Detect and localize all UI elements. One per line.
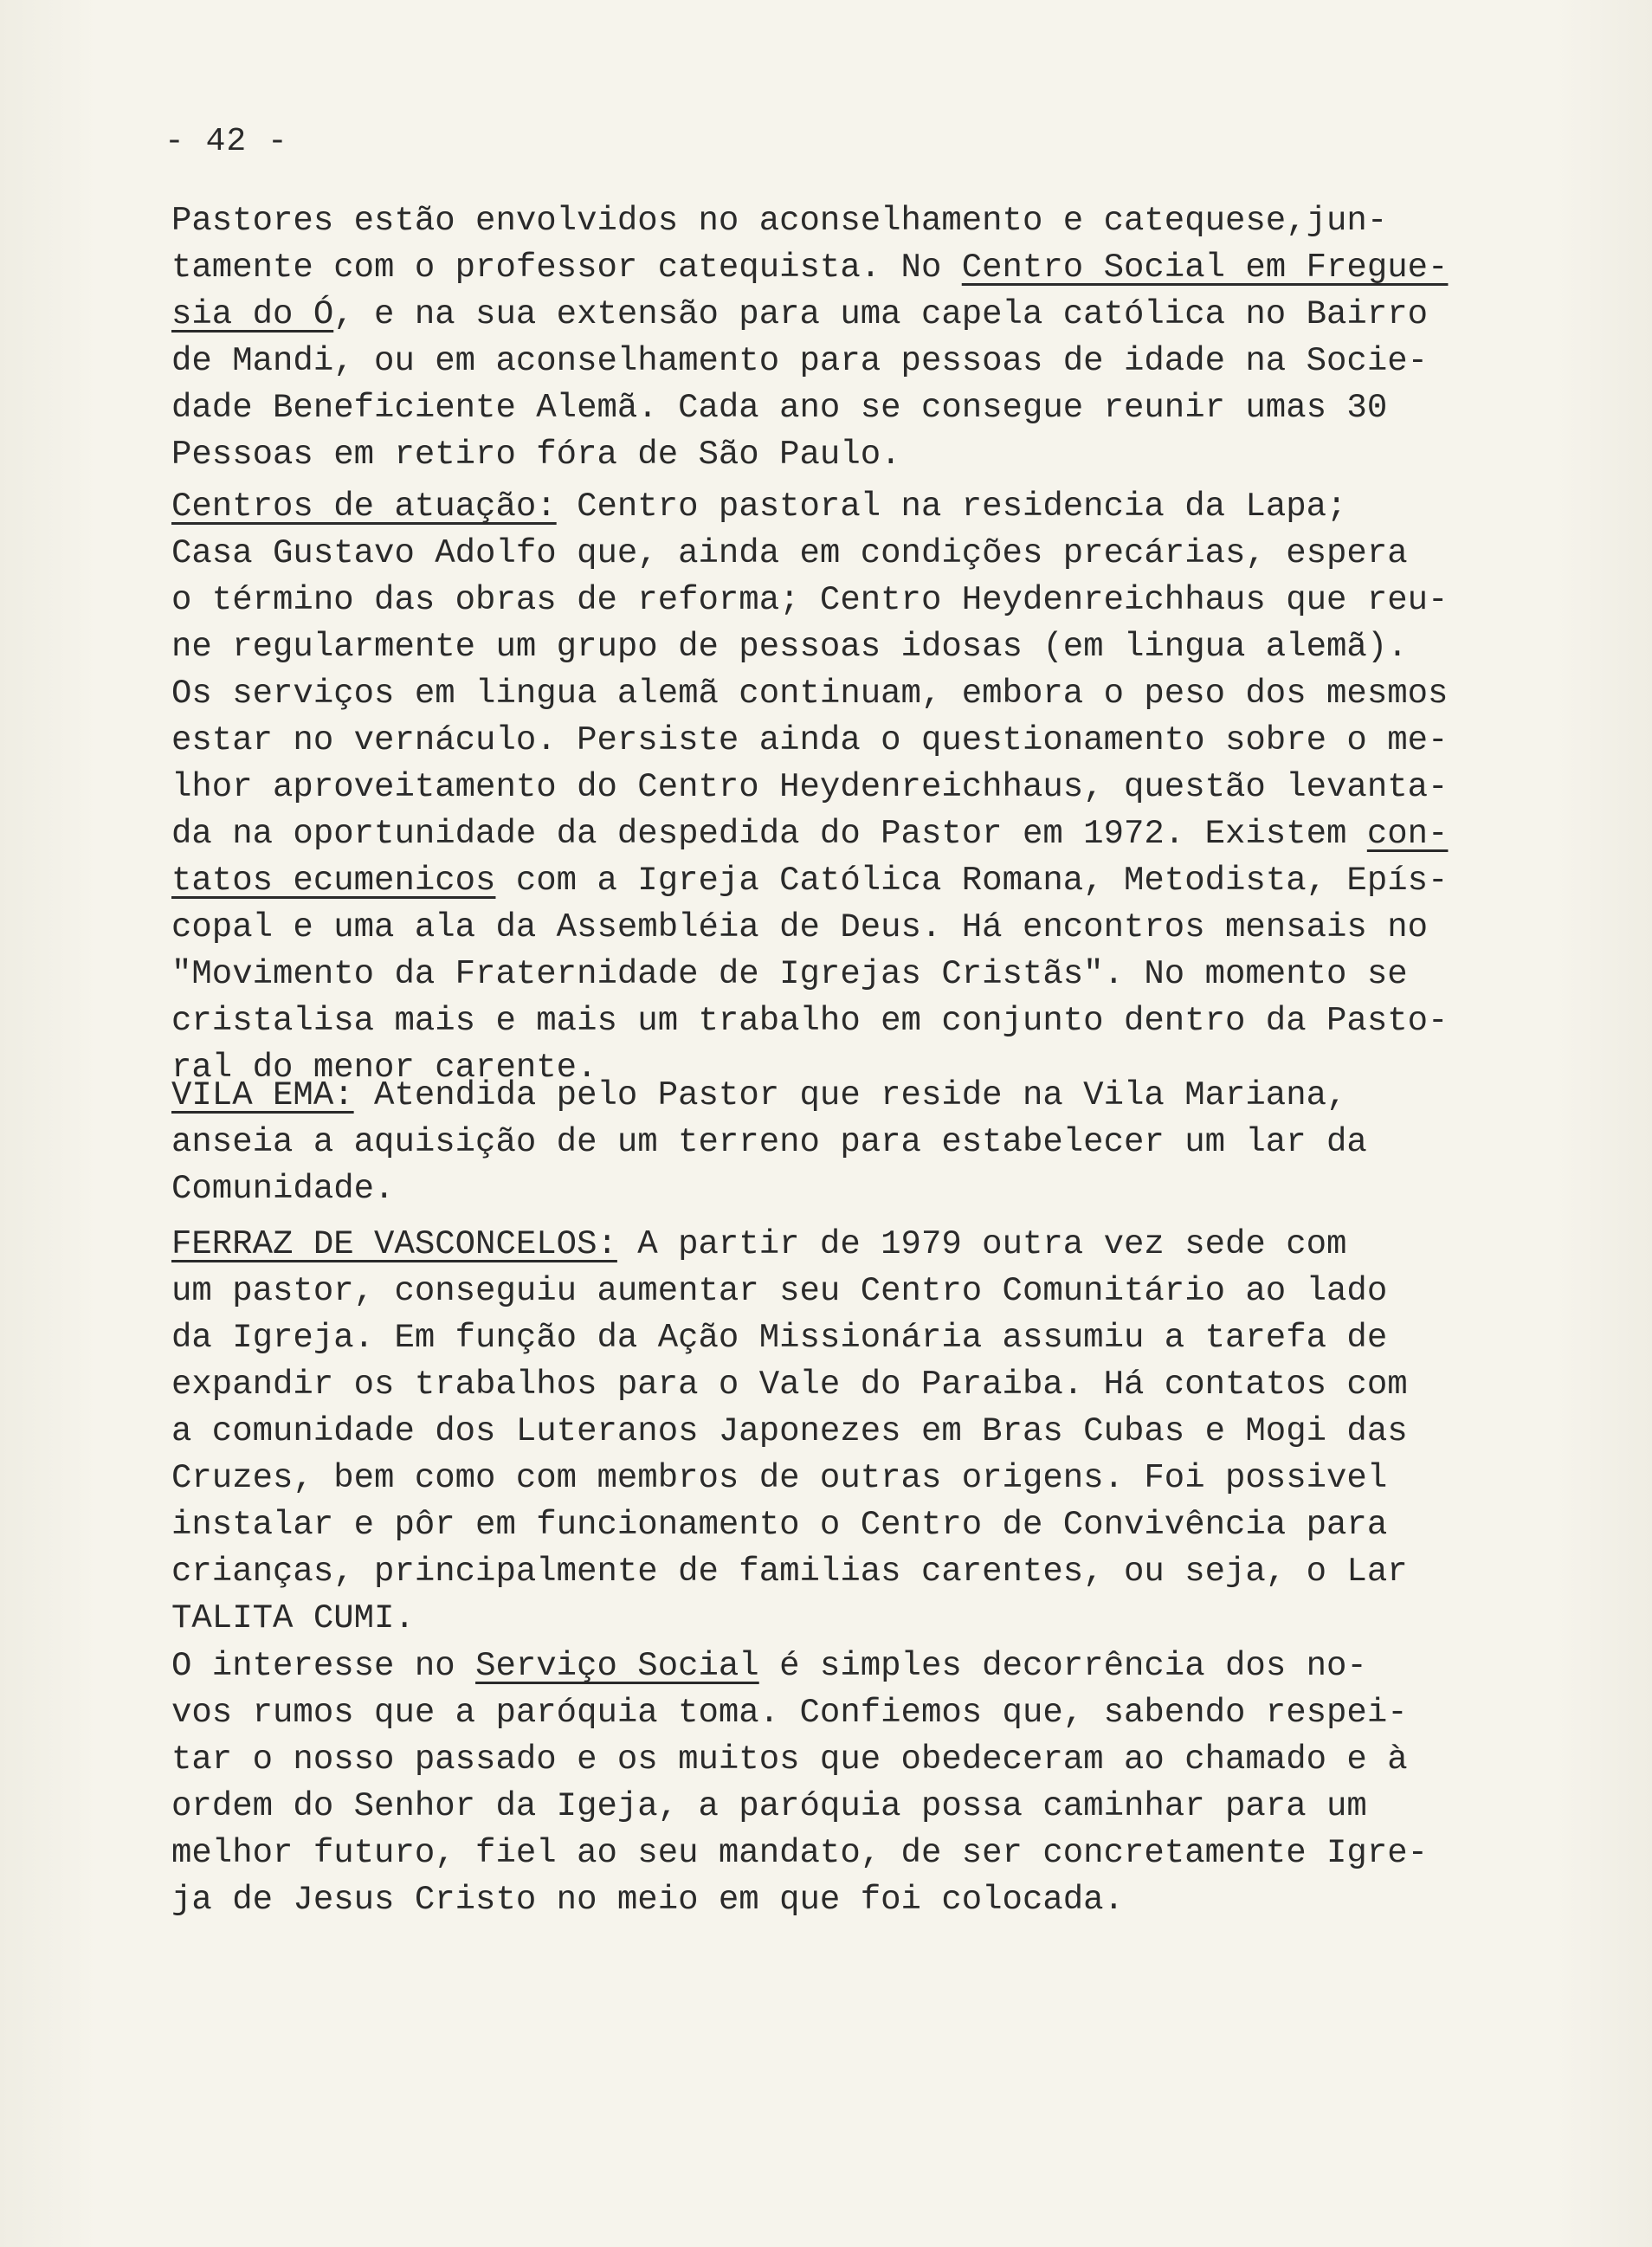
underlined-text: tatos ecumenicos [171,862,496,900]
underlined-text: sia do Ó [171,295,334,333]
text-run: da na oportunidade da despedida do Pastor em 1972. Existem [171,815,1367,853]
text-line [171,857,1557,904]
text-line [171,951,1557,998]
text-line [171,338,1557,384]
text-line [171,1408,1557,1455]
paragraph-3 [171,1072,1557,1212]
text-line [171,1314,1557,1361]
text-line [171,717,1557,764]
underlined-text: con- [1366,815,1449,853]
text-run: A partir de 1979 outra vez sede com [616,1225,1347,1263]
underlined-text: Centros de atuação: [171,487,557,526]
text-run: lhor aproveitamento do Centro Heydenreichhaus, questão levanta- [171,768,1449,806]
text-line [171,998,1557,1044]
text-line [171,904,1557,951]
text-run: vos rumos que a paróquia toma. Confiemos que, sabendo respei- [171,1694,1408,1732]
text-run: "Movimento da Fraternidade de Igrejas Cristãs". No momento se [171,955,1408,993]
text-run: ordem do Senhor da Igeja, a paróquia possa caminhar para um [171,1787,1367,1825]
text-line [171,1268,1557,1314]
text-line [171,1736,1557,1783]
text-line [171,1548,1557,1595]
text-run: de Mandi, ou em aconselhamento para pessoas de idade na Socie- [171,342,1429,380]
page-number: - 42 - [165,123,288,160]
text-line [171,1595,1557,1642]
underlined-text: Centro Social em Fregue- [961,249,1449,287]
text-run: ja de Jesus Cristo no meio em que foi colocada. [171,1881,1124,1919]
text-line [171,530,1557,577]
text-line [171,810,1557,857]
underlined-text: VILA EMA: [171,1076,354,1114]
text-line [171,384,1557,431]
text-run: ne regularmente um grupo de pessoas idosas (em lingua alemã). [171,628,1408,666]
text-run: o término das obras de reforma; Centro Heydenreichhaus que reu- [171,581,1449,619]
text-line [171,1643,1557,1689]
text-line [171,1455,1557,1501]
text-run: O interesse no [171,1647,476,1685]
text-run: crianças, principalmente de familias carentes, ou seja, o Lar [171,1553,1408,1591]
text-run: cristalisa mais e mais um trabalho em conjunto dentro da Pasto- [171,1002,1449,1040]
text-run: tamente com o professor catequista. No [171,249,962,287]
text-run: Centro pastoral na residencia da Lapa; [556,487,1347,526]
underlined-text: FERRAZ DE VASCONCELOS: [171,1225,617,1263]
text-line [171,577,1557,623]
text-line [171,431,1557,478]
text-run: melhor futuro, fiel ao seu mandato, de ser concretamente Igre- [171,1834,1429,1872]
paragraph-1 [171,197,1557,478]
text-line [171,197,1557,244]
text-run: dade Beneficiente Alemã. Cada ano se consegue reunir umas 30 [171,389,1388,427]
text-run: estar no vernáculo. Persiste ainda o questionamento sobre o me- [171,721,1449,759]
text-run: Comunidade. [171,1170,395,1208]
paragraph-5 [171,1643,1557,1923]
underlined-text: Serviço Social [475,1647,759,1685]
text-run: é simples decorrência dos no- [758,1647,1367,1685]
text-run: com a Igreja Católica Romana, Metodista, Epís- [495,862,1449,900]
text-line [171,1165,1557,1212]
text-run: Cruzes, bem como com membros de outras origens. Foi possivel [171,1459,1388,1497]
text-run: Pessoas em retiro fóra de São Paulo. [171,436,901,474]
text-line [171,623,1557,670]
text-run: anseia a aquisição de um terreno para estabelecer um lar da [171,1123,1367,1161]
text-run: TALITA CUMI. [171,1599,415,1637]
text-line [171,1501,1557,1548]
text-line [171,1689,1557,1736]
text-run: tar o nosso passado e os muitos que obedeceram ao chamado e à [171,1740,1408,1779]
text-line [171,670,1557,717]
text-run: Os serviços em lingua alemã continuam, embora o peso dos mesmos [171,675,1449,713]
text-line [171,1119,1557,1165]
text-line [171,291,1557,338]
paragraph-4 [171,1221,1557,1642]
text-run: expandir os trabalhos para o Vale do Paraiba. Há contatos com [171,1366,1408,1404]
text-line [171,1072,1557,1119]
text-run: , e na sua extensão para uma capela católica no Bairro [333,295,1429,333]
text-line [171,1830,1557,1876]
text-run: da Igreja. Em função da Ação Missionária assumiu a tarefa de [171,1319,1388,1357]
text-line [171,1876,1557,1923]
text-run: ral do menor carente. [171,1049,597,1087]
text-run: Casa Gustavo Adolfo que, ainda em condições precárias, espera [171,534,1408,572]
text-line [171,1783,1557,1830]
text-line [171,764,1557,810]
text-line [171,1361,1557,1408]
text-run: Pastores estão envolvidos no aconselhamento e catequese,jun- [171,202,1388,240]
text-line [171,483,1557,530]
text-run: instalar e pôr em funcionamento o Centro de Convivência para [171,1506,1388,1544]
text-run: Atendida pelo Pastor que reside na Vila Mariana, [353,1076,1347,1114]
text-run: copal e uma ala da Assembléia de Deus. Há encontros mensais no [171,908,1429,946]
text-line [171,244,1557,291]
paragraph-2 [171,483,1557,1091]
text-run: um pastor, conseguiu aumentar seu Centro Comunitário ao lado [171,1272,1388,1310]
text-line [171,1221,1557,1268]
text-run: a comunidade dos Luteranos Japonezes em Bras Cubas e Mogi das [171,1412,1408,1450]
